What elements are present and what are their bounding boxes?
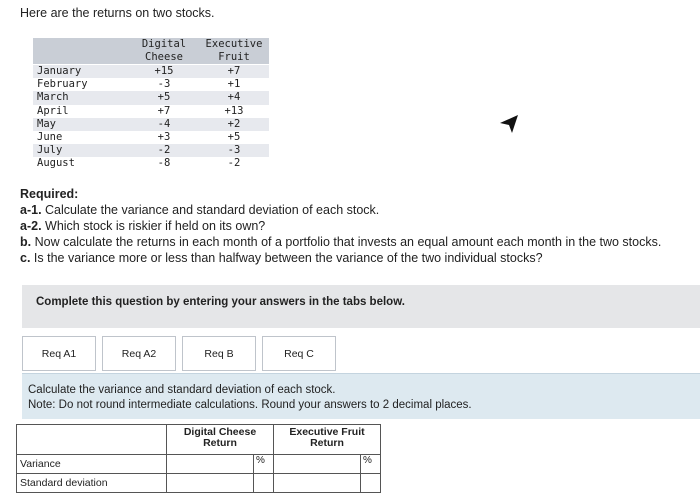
tab-req-a2[interactable]: Req A2 [102, 336, 176, 371]
digital-cheese-return: -4 [129, 118, 199, 131]
digital-cheese-return: +7 [157, 104, 171, 117]
tab-req-a1[interactable]: Req A1 [22, 336, 96, 371]
returns-header-digital-cheese: Digital Cheese [129, 38, 199, 65]
digital-cheese-return: +15 [129, 65, 199, 79]
digital-cheese-return: -2 [129, 144, 199, 157]
executive-fruit-return: +1 [227, 78, 241, 91]
executive-fruit-return: +4 [199, 91, 269, 104]
month-label: June [37, 131, 63, 144]
variance-digital-cheese-cell [167, 455, 254, 474]
instruction-panel [22, 373, 700, 419]
percent-symbol: % [361, 455, 381, 474]
month-label: April [37, 104, 69, 117]
executive-fruit-return: +5 [227, 131, 241, 144]
required-item-b: b. Now calculate the returns in each month of a portfolio that invests an equal amount each month in the two stocks. [20, 235, 662, 249]
percent-symbol: % [254, 455, 274, 474]
returns-table [33, 38, 269, 171]
returns-row [33, 78, 269, 91]
sd-executive-fruit-input[interactable] [274, 475, 360, 492]
digital-cheese-return: -3 [157, 78, 171, 91]
sd-digital-cheese-cell [167, 474, 254, 493]
month-label: August [37, 157, 75, 170]
required-section [20, 186, 700, 266]
panel-note: Note: Do not round intermediate calculations. Round your answers to 2 decimal places. [28, 399, 472, 411]
month-label: May [33, 118, 129, 131]
returns-row [33, 131, 269, 144]
mouse-pointer-icon [498, 112, 520, 134]
tab-req-b[interactable]: Req B [182, 336, 256, 371]
month-label: July [33, 144, 129, 157]
percent-cell-empty [361, 474, 381, 493]
returns-row [33, 105, 269, 118]
required-item-a2: a-2. Which stock is riskier if held on its own? [20, 219, 266, 233]
required-item-a1: a-1. Calculate the variance and standard deviation of each stock. [20, 203, 380, 217]
answer-table [16, 424, 381, 493]
returns-header-executive-fruit: Executive Fruit [199, 38, 269, 65]
variance-executive-fruit-input[interactable] [274, 456, 360, 473]
executive-fruit-return: +13 [224, 104, 244, 117]
tab-req-c[interactable]: Req C [262, 336, 336, 371]
returns-header-blank [33, 38, 129, 65]
sd-executive-fruit-cell [274, 474, 361, 493]
row-label-standard-deviation: Standard deviation [17, 474, 167, 493]
month-label: January [33, 65, 129, 79]
intro-text: Here are the returns on two stocks. [20, 6, 215, 20]
variance-executive-fruit-cell [274, 455, 361, 474]
returns-row [33, 91, 269, 104]
banner-text: Complete this question by entering your answers in the tabs below. [36, 296, 405, 308]
percent-cell-empty [254, 474, 274, 493]
executive-fruit-return: -3 [199, 144, 269, 157]
answer-header-blank [17, 425, 167, 455]
executive-fruit-return: +7 [199, 65, 269, 79]
required-item-c: c. Is the variance more or less than halfway between the variance of the two individual stocks? [20, 251, 543, 265]
returns-row [33, 118, 269, 131]
digital-cheese-return: +5 [129, 91, 199, 104]
sd-digital-cheese-input[interactable] [167, 475, 253, 492]
row-label-variance: Variance [17, 455, 167, 474]
returns-row [33, 157, 269, 170]
month-label: March [33, 91, 129, 104]
executive-fruit-return: +2 [199, 118, 269, 131]
returns-row [33, 65, 269, 79]
digital-cheese-return: -8 [157, 157, 171, 170]
answer-header-digital-cheese: Digital Cheese Return [167, 425, 274, 455]
answer-header-executive-fruit: Executive Fruit Return [274, 425, 381, 455]
required-title: Required: [20, 187, 79, 201]
digital-cheese-return: +3 [157, 131, 171, 144]
executive-fruit-return: -2 [227, 157, 241, 170]
returns-row [33, 144, 269, 157]
month-label: February [37, 78, 88, 91]
instruction-banner [22, 285, 700, 328]
panel-instruction: Calculate the variance and standard deviation of each stock. [28, 384, 336, 396]
variance-digital-cheese-input[interactable] [167, 456, 253, 473]
